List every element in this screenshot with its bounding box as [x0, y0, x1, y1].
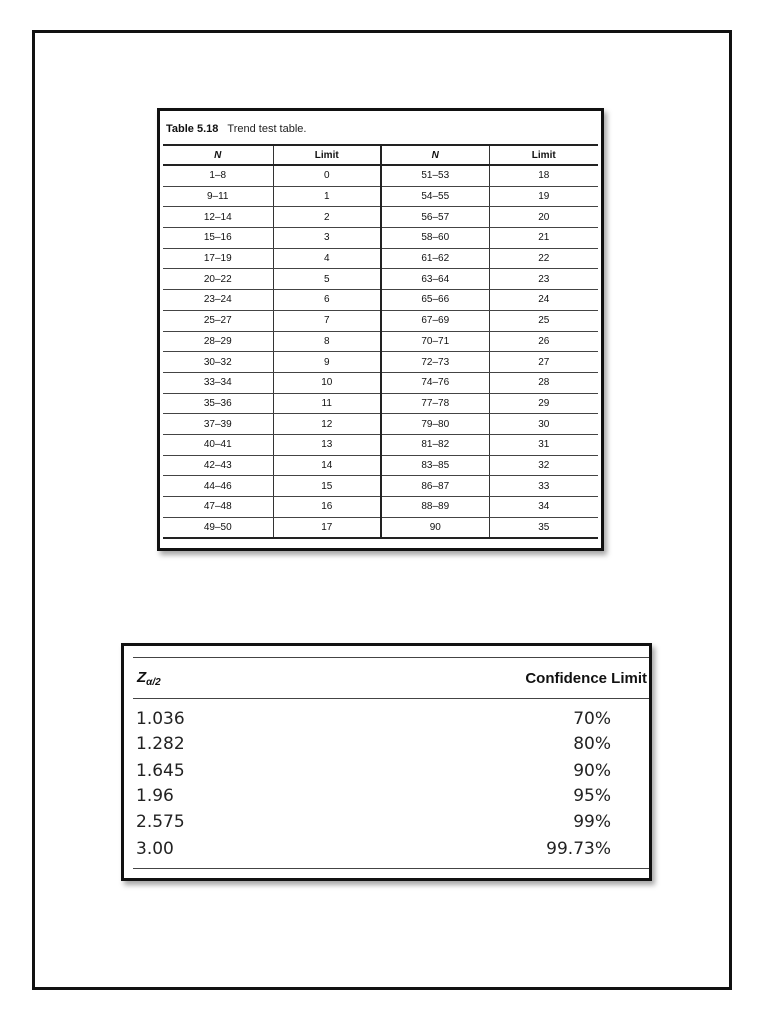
bottom-rule [133, 868, 649, 869]
cell-n-range: 20–22 [163, 269, 273, 290]
table-row [136, 839, 611, 863]
table-row [163, 207, 598, 228]
cell-limit: 8 [273, 331, 381, 352]
cell-n-range: 49–50 [163, 517, 273, 538]
cell-limit: 13 [273, 434, 381, 455]
cell-limit: 26 [489, 331, 598, 352]
cell-limit: 31 [489, 434, 598, 455]
cell-limit: 32 [489, 455, 598, 476]
cell-n-range: 42–43 [163, 455, 273, 476]
cell-confidence-limit: 99.73% [546, 839, 611, 859]
cell-limit: 3 [273, 228, 381, 249]
table-row [136, 812, 611, 836]
cell-limit: 33 [489, 476, 598, 497]
table-row [163, 248, 598, 269]
cell-n-range: 25–27 [163, 310, 273, 331]
cell-n-range: 28–29 [163, 331, 273, 352]
cell-z-value: 1.645 [136, 761, 185, 781]
cell-limit: 27 [489, 352, 598, 373]
cell-limit: 17 [273, 517, 381, 538]
table-row [136, 786, 611, 810]
table-caption [166, 123, 306, 135]
cell-n-range: 44–46 [163, 476, 273, 497]
header-n: N [163, 145, 273, 165]
header-rule [133, 698, 649, 699]
header-limit: Limit [273, 145, 381, 165]
cell-limit: 24 [489, 290, 598, 311]
cell-n-range: 17–19 [163, 248, 273, 269]
trend-test-table-figure [157, 108, 604, 551]
cell-n-range: 9–11 [163, 186, 273, 207]
cell-z-value: 1.282 [136, 734, 185, 754]
cell-limit: 4 [273, 248, 381, 269]
cell-n-range: 23–24 [163, 290, 273, 311]
header-z-subscript: α/2 [146, 677, 161, 688]
cell-limit: 2 [273, 207, 381, 228]
cell-z-value: 3.00 [136, 839, 174, 859]
table-row [163, 393, 598, 414]
cell-limit: 35 [489, 517, 598, 538]
cell-limit: 16 [273, 497, 381, 518]
confidence-limit-table [121, 643, 652, 881]
cell-n-range: 86–87 [381, 476, 489, 497]
cell-n-range: 70–71 [381, 331, 489, 352]
table-row [136, 709, 611, 733]
cell-n-range: 37–39 [163, 414, 273, 435]
cell-limit: 15 [273, 476, 381, 497]
top-rule [133, 657, 649, 658]
cell-n-range: 40–41 [163, 434, 273, 455]
table-row [136, 761, 611, 785]
cell-confidence-limit: 99% [573, 812, 611, 832]
table-row [163, 372, 598, 393]
cell-n-range: 83–85 [381, 455, 489, 476]
cell-n-range: 65–66 [381, 290, 489, 311]
cell-limit: 18 [489, 165, 598, 186]
table-caption-label: Table 5.18 [166, 123, 219, 135]
cell-limit: 20 [489, 207, 598, 228]
table-row [163, 331, 598, 352]
cell-limit: 30 [489, 414, 598, 435]
table-row [163, 476, 598, 497]
table-row [163, 497, 598, 518]
cell-limit: 5 [273, 269, 381, 290]
cell-n-range: 79–80 [381, 414, 489, 435]
cell-z-value: 2.575 [136, 812, 185, 832]
cell-z-value: 1.96 [136, 786, 174, 806]
cell-n-range: 61–62 [381, 248, 489, 269]
table-header-row [163, 145, 598, 165]
header-limit: Limit [489, 145, 598, 165]
cell-n-range: 35–36 [163, 393, 273, 414]
table-row [163, 352, 598, 373]
cell-n-range: 33–34 [163, 372, 273, 393]
table-row [163, 434, 598, 455]
cell-limit: 28 [489, 372, 598, 393]
header-n: N [381, 145, 489, 165]
cell-z-value: 1.036 [136, 709, 185, 729]
trend-test-table [163, 144, 598, 539]
cell-limit: 22 [489, 248, 598, 269]
cell-limit: 25 [489, 310, 598, 331]
cell-n-range: 63–64 [381, 269, 489, 290]
cell-confidence-limit: 90% [573, 761, 611, 781]
cell-n-range: 51–53 [381, 165, 489, 186]
cell-limit: 9 [273, 352, 381, 373]
cell-confidence-limit: 80% [573, 734, 611, 754]
cell-n-range: 81–82 [381, 434, 489, 455]
table-row [163, 517, 598, 538]
cell-limit: 10 [273, 372, 381, 393]
cell-n-range: 88–89 [381, 497, 489, 518]
table-caption-text: Trend test table. [227, 123, 307, 135]
header-z-alpha-half [137, 669, 161, 688]
cell-limit: 11 [273, 393, 381, 414]
table-row [163, 310, 598, 331]
table-row [163, 269, 598, 290]
cell-n-range: 12–14 [163, 207, 273, 228]
table-row [163, 186, 598, 207]
cell-limit: 14 [273, 455, 381, 476]
cell-limit: 29 [489, 393, 598, 414]
header-confidence-limit: Confidence Limit [525, 670, 647, 687]
table-row [163, 414, 598, 435]
cell-n-range: 56–57 [381, 207, 489, 228]
table-row [163, 455, 598, 476]
table-row [163, 165, 598, 186]
cell-limit: 21 [489, 228, 598, 249]
cell-n-range: 58–60 [381, 228, 489, 249]
cell-limit: 6 [273, 290, 381, 311]
cell-limit: 0 [273, 165, 381, 186]
cell-n-range: 47–48 [163, 497, 273, 518]
table-row [163, 228, 598, 249]
cell-n-range: 54–55 [381, 186, 489, 207]
cell-limit: 23 [489, 269, 598, 290]
cell-n-range: 67–69 [381, 310, 489, 331]
table-row [163, 290, 598, 311]
cell-confidence-limit: 95% [573, 786, 611, 806]
cell-limit: 19 [489, 186, 598, 207]
cell-n-range: 30–32 [163, 352, 273, 373]
header-z: Z [137, 669, 147, 686]
cell-n-range: 90 [381, 517, 489, 538]
cell-n-range: 74–76 [381, 372, 489, 393]
cell-n-range: 15–16 [163, 228, 273, 249]
cell-n-range: 72–73 [381, 352, 489, 373]
cell-limit: 34 [489, 497, 598, 518]
cell-limit: 12 [273, 414, 381, 435]
cell-confidence-limit: 70% [573, 709, 611, 729]
cell-limit: 1 [273, 186, 381, 207]
cell-limit: 7 [273, 310, 381, 331]
cell-n-range: 77–78 [381, 393, 489, 414]
cell-n-range: 1–8 [163, 165, 273, 186]
table-row [136, 734, 611, 758]
